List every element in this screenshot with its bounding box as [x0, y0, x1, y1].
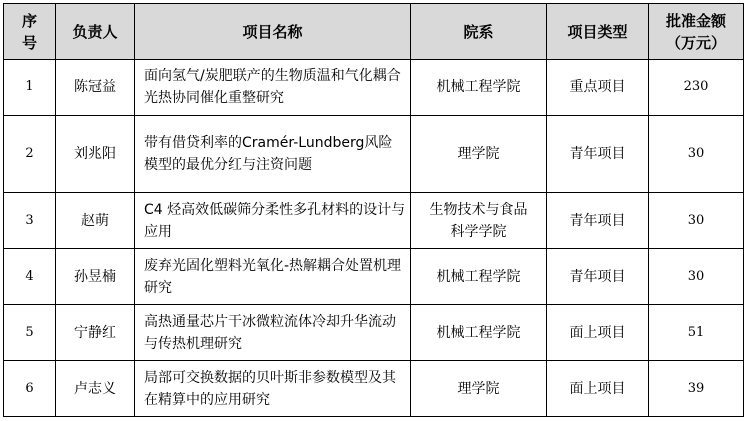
cell-project: C4 烃高效低碳筛分柔性多孔材料的设计与应用	[135, 193, 411, 249]
cell-seq: 4	[4, 249, 56, 305]
cell-leader: 宁静红	[56, 305, 135, 361]
cell-seq: 5	[4, 305, 56, 361]
table-row	[4, 193, 744, 249]
cell-type: 青年项目	[547, 249, 649, 305]
table-body	[4, 60, 744, 417]
cell-dept: 生物技术与食品科学学院	[411, 193, 547, 249]
cell-leader: 孙昱楠	[56, 249, 135, 305]
cell-leader: 刘兆阳	[56, 115, 135, 192]
cell-dept: 机械工程学院	[411, 60, 547, 116]
cell-seq: 6	[4, 361, 56, 417]
table-row	[4, 249, 744, 305]
cell-amount: 230	[649, 60, 744, 116]
header-dept: 院系	[411, 4, 547, 60]
cell-seq: 3	[4, 193, 56, 249]
table-row	[4, 361, 744, 417]
cell-dept: 理学院	[411, 361, 547, 417]
cell-dept: 机械工程学院	[411, 305, 547, 361]
cell-dept: 机械工程学院	[411, 249, 547, 305]
cell-amount: 30	[649, 249, 744, 305]
projects-table	[3, 3, 744, 417]
cell-type: 面上项目	[547, 361, 649, 417]
cell-leader: 陈冠益	[56, 60, 135, 116]
cell-amount: 39	[649, 361, 744, 417]
cell-leader: 赵萌	[56, 193, 135, 249]
cell-project: 面向氢气/炭肥联产的生物质温和气化耦合光热协同催化重整研究	[135, 60, 411, 116]
cell-type: 青年项目	[547, 115, 649, 192]
cell-project: 高热通量芯片干冰微粒流体冷却升华流动与传热机理研究	[135, 305, 411, 361]
header-type: 项目类型	[547, 4, 649, 60]
cell-amount: 30	[649, 193, 744, 249]
cell-type: 重点项目	[547, 60, 649, 116]
header-project: 项目名称	[135, 4, 411, 60]
cell-type: 面上项目	[547, 305, 649, 361]
cell-seq: 2	[4, 115, 56, 192]
cell-leader: 卢志义	[56, 361, 135, 417]
header-amount: 批准金额（万元）	[649, 4, 744, 60]
cell-project: 废弃光固化塑料光氧化-热解耦合处置机理研究	[135, 249, 411, 305]
table-header	[4, 4, 744, 60]
table-row	[4, 305, 744, 361]
table-row	[4, 60, 744, 116]
cell-project: 局部可交换数据的贝叶斯非参数模型及其在精算中的应用研究	[135, 361, 411, 417]
cell-seq: 1	[4, 60, 56, 116]
cell-amount: 51	[649, 305, 744, 361]
cell-project: 带有借贷利率的Cramér-Lundberg风险模型的最优分红与注资问题	[135, 115, 411, 192]
header-seq: 序号	[4, 4, 56, 60]
cell-amount: 30	[649, 115, 744, 192]
cell-type: 青年项目	[547, 193, 649, 249]
header-leader: 负责人	[56, 4, 135, 60]
cell-dept: 理学院	[411, 115, 547, 192]
table-row	[4, 115, 744, 192]
